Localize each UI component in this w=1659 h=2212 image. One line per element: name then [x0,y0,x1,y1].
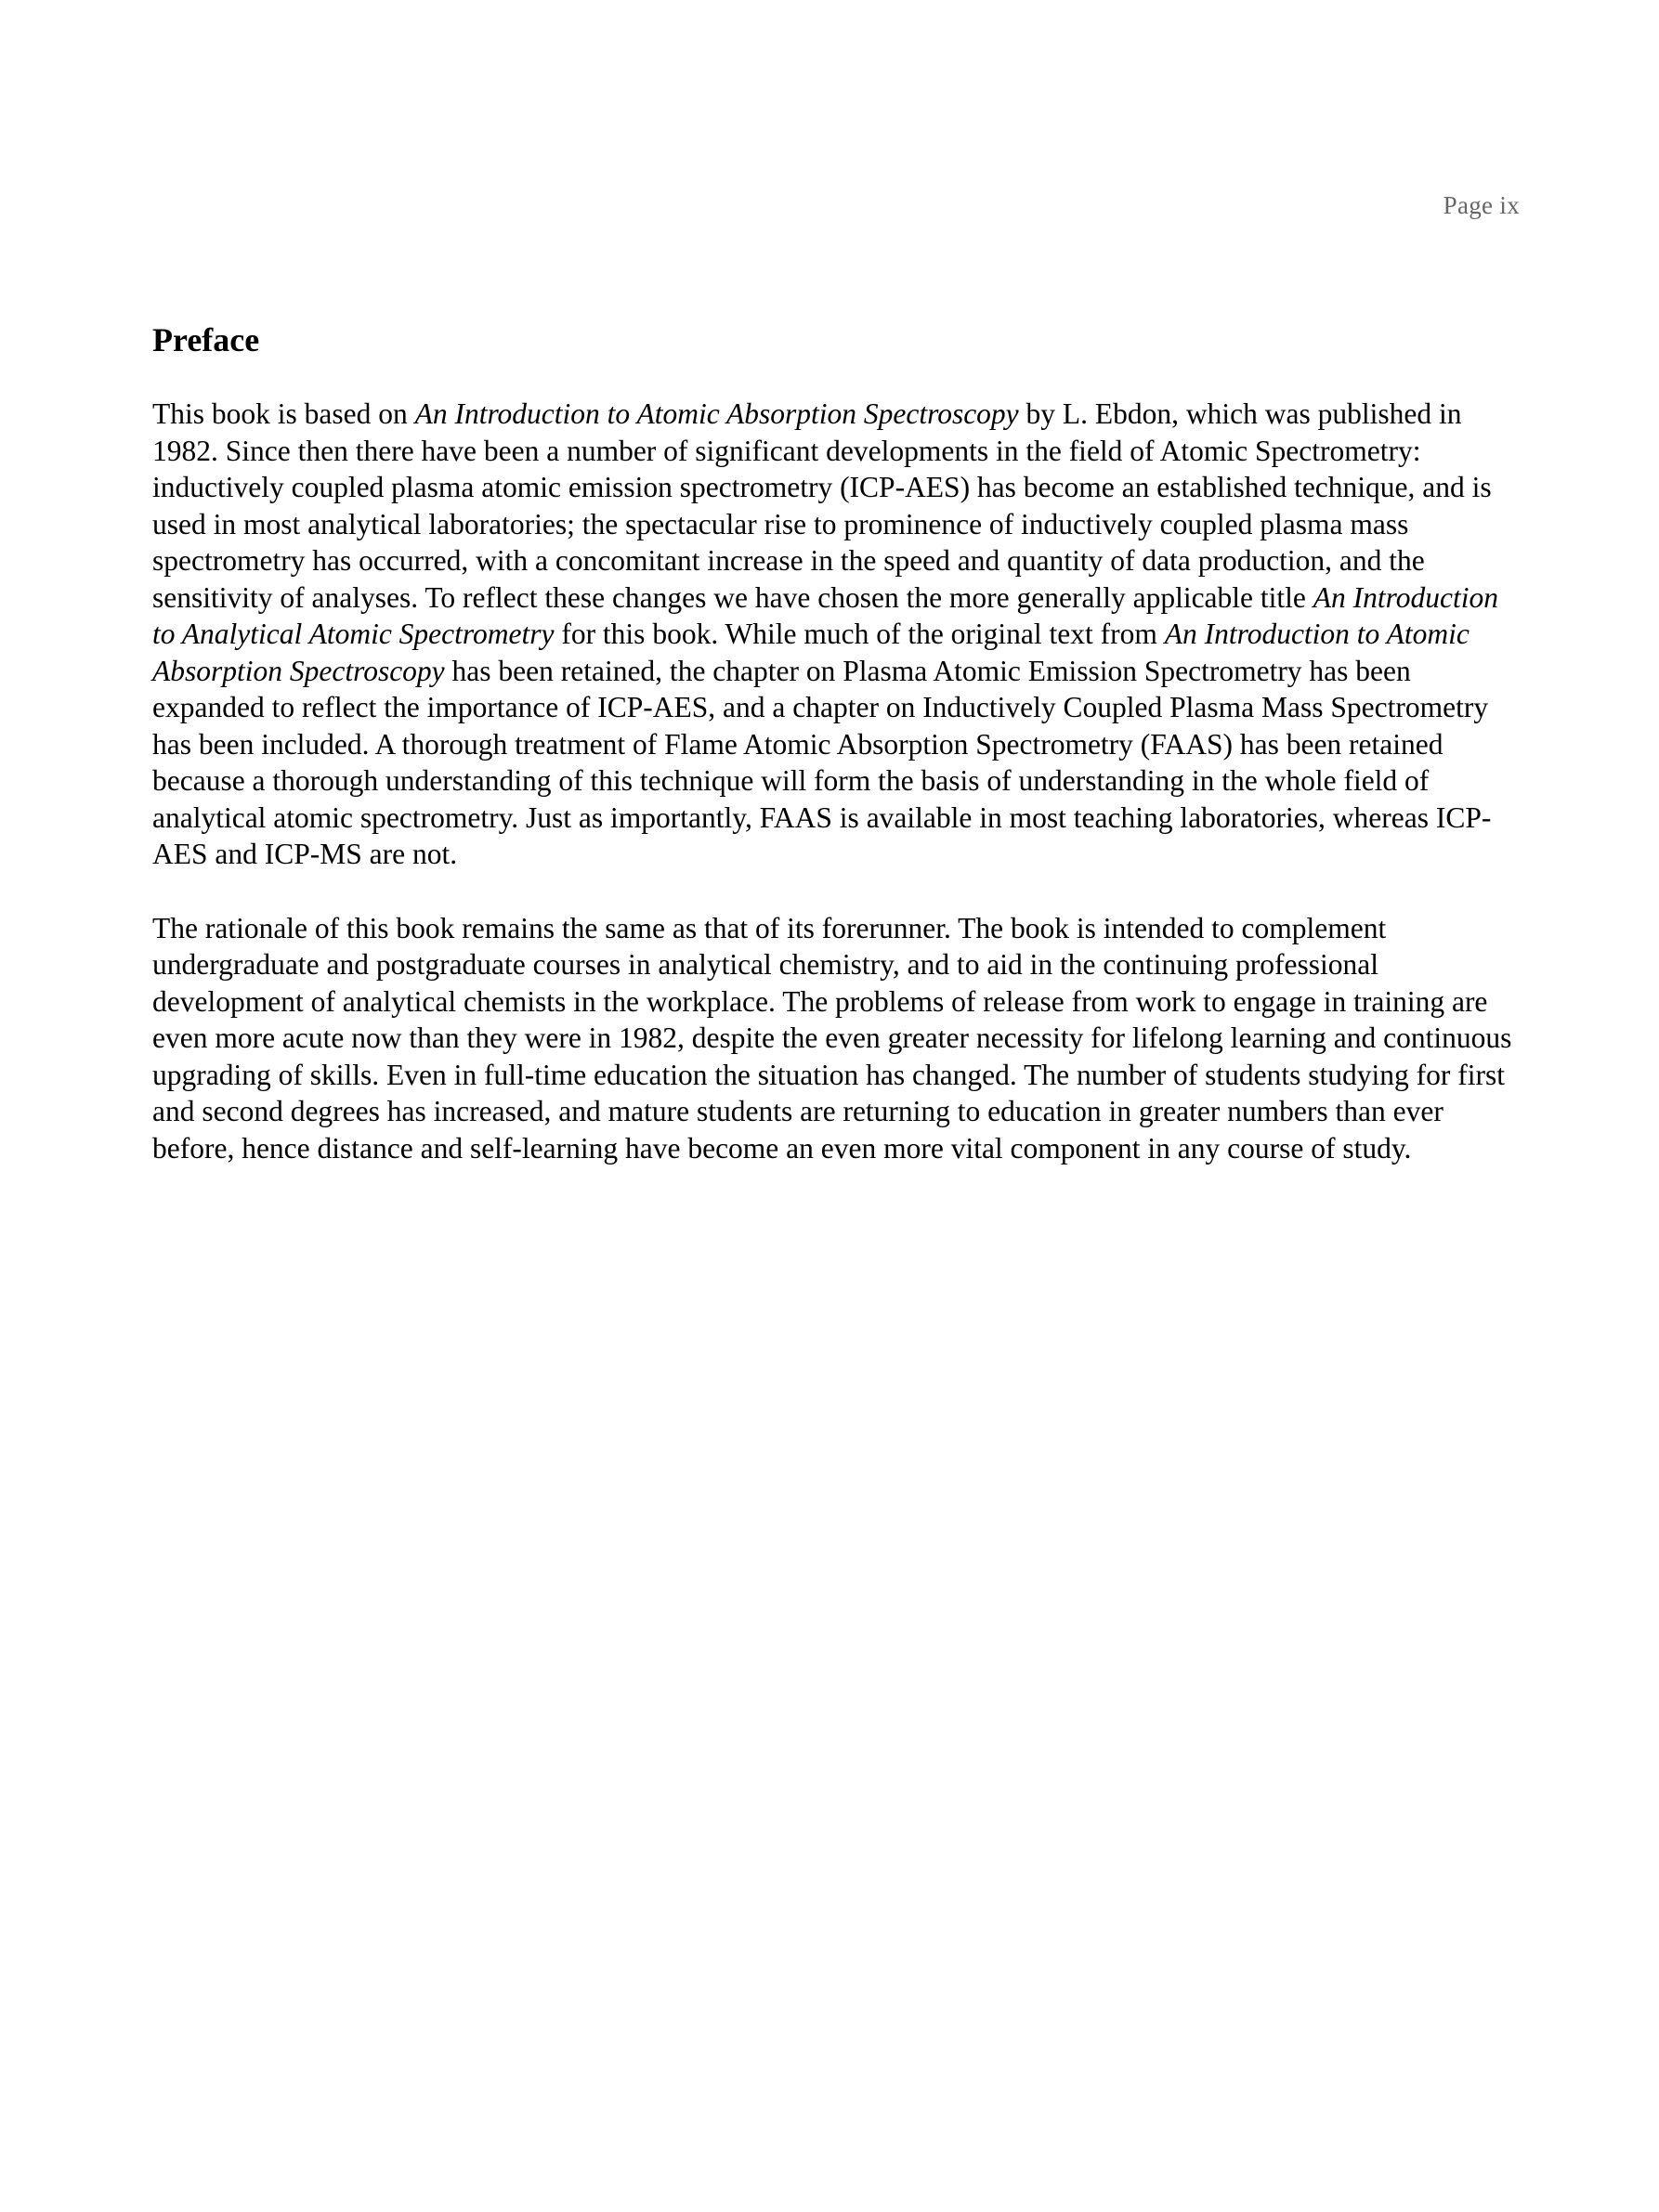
book-title-italic: An Introduction to Analytical Atomic Spectrometry [152,580,1498,651]
paragraph-text: has been retained, the chapter on Plasma Atomic Emission Spectrometry has been expanded to reflect the importance of ICP-AES, and a chapter on Inductively Coupled Plasma Mass Spectrometry has been included. A thorough treatment of Flame Atomic Absorption Spectrometry (FAAS) has been retained because a thorough understanding of this technique will form the basis of understanding in the whole field of analytical atomic spectrometry. Just as importantly, FAAS is available in most teaching laboratories, whereas ICP-AES and ICP-MS are not. [152,654,1492,871]
preface-paragraph-2: The rationale of this book remains the same as that of its forerunner. The book is intended to complement undergraduate and postgraduate courses in analytical chemistry, and to aid in the continuing professional development of analytical chemists in the workplace. The problems of release from work to engage in training are even more acute now than they were in 1982, despite the even greater necessity for lifelong learning and continuous upgrading of skills. Even in full-time education the situation has changed. The number of students studying for first and second degrees has increased, and mature students are returning to education in greater numbers than ever before, hence distance and self-learning have become an even more vital component in any course of study. [152,911,1512,1165]
preface-paragraph-1 [152,396,1522,873]
book-title-italic: An Introduction to Atomic Absorption Spectroscopy [152,618,1470,687]
paragraph-text: by L. Ebdon, which was published in 1982. Since then there have been a number of significant developments in the field of Atomic Spectrometry: inductively coupled plasma atomic emission spectrometry (ICP-AES) has become an established technique, and is used in most analytical laboratories; the spectacular rise to prominence of inductively coupled plasma mass spectrometry has occurred, with a concomitant increase in the speed and quantity of data production, and the sensitivity of analyses. To reflect these changes we have chosen the more generally applicable title [152,397,1492,614]
page-number: Page ix [1443,191,1520,219]
paragraph-text: for this book. While much of the original text from [554,618,1165,651]
book-title-italic: An Introduction to Atomic Absorption Spectroscopy [414,397,1019,431]
section-title: Preface [152,321,260,358]
page-content [152,320,1522,1204]
paragraph-text: This book is based on [152,397,415,431]
